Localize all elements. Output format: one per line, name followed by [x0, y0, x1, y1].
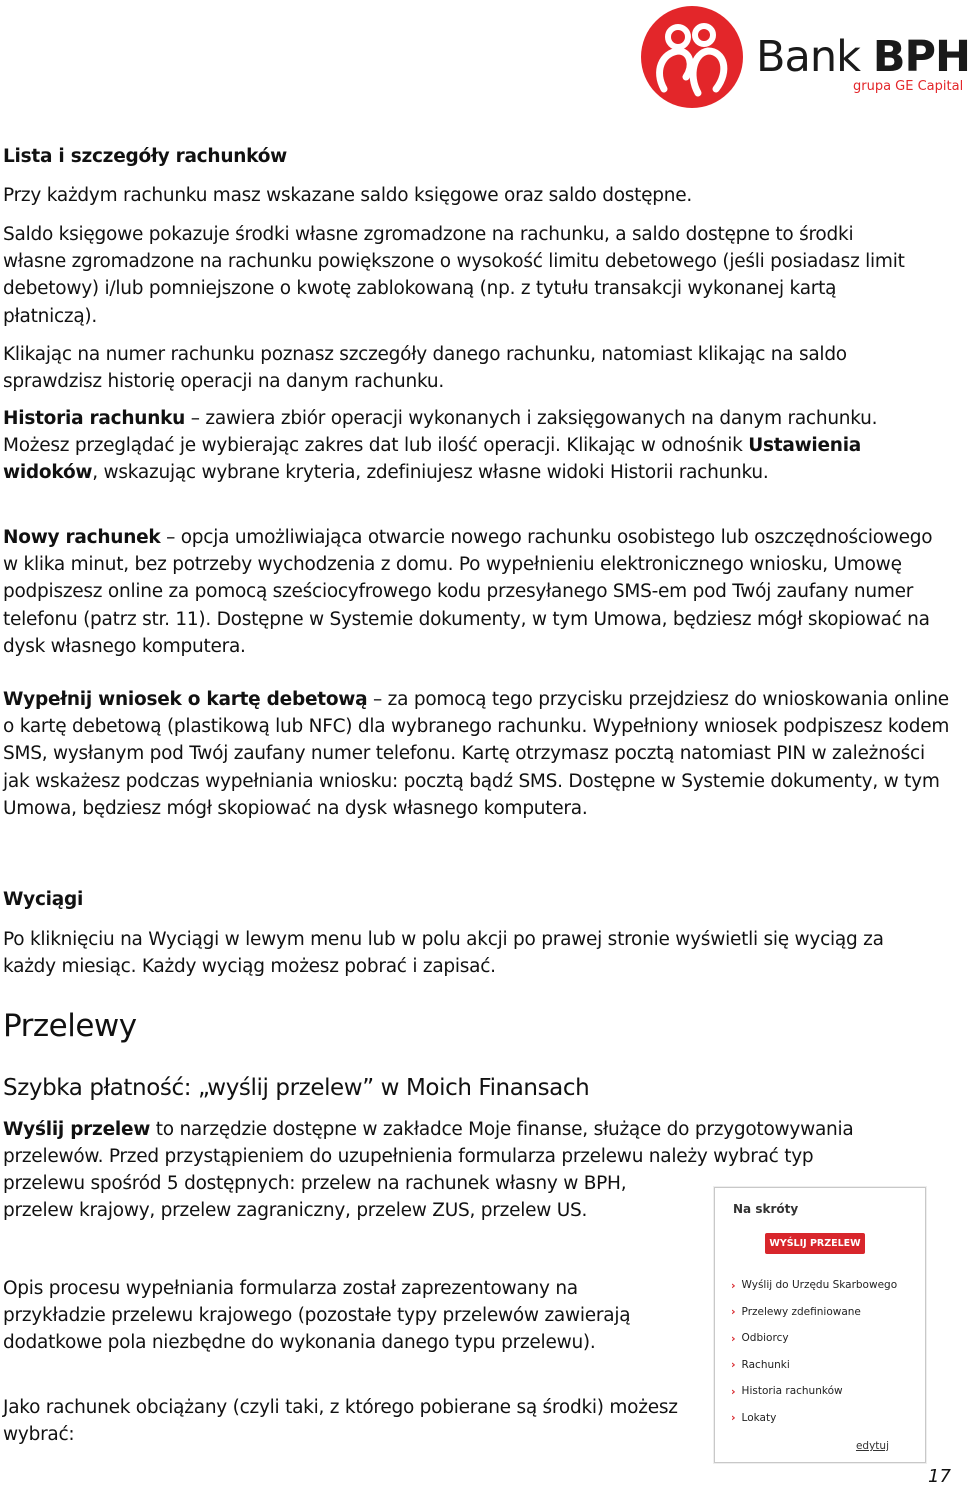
new-account-paragraph: Nowy rachunek – opcja umożliwiająca otwarcie nowego rachunku osobistego lub oszczędnościowego w klika minut, bez potrzeby wychodzenia z domu. Po wypełnieniu elektronicznego wniosku, Umowę podpiszesz online za pomocą sześciocyfrowego kodu przesyłanego SMS-em pod Twój zaufany numer telefonu (patrz str. 11). Dostępne w Systemie dokumenty, w tym Umowa, będziesz mógł skopiować na dysk własnego komputera.: [3, 527, 933, 657]
shortcuts-list: [731, 1272, 897, 1431]
history-paragraph: Historia rachunku – zawiera zbiór operacji wykonanych i zaksięgowanych na danym rachunku. Możesz przeglądać je wybierając zakres dat lub ilość operacji. Klikając w odnośnik Ustawienia widoków, wskazując wybrane kryteria, zdefiniujesz własne widoki Historii rachunku.: [3, 408, 878, 484]
bank-logo-wordmark: Bank BPH: [756, 32, 970, 82]
history-label: Historia rachunku: [3, 408, 186, 429]
chevron-right-icon: ›: [731, 1358, 736, 1372]
account-click-paragraph: Klikając na numer rachunku poznasz szczegóły danego rachunku, natomiast klikając na saldo sprawdzisz historię operacji na danym rachunku.: [3, 344, 847, 393]
send-transfer-label: Wyślij przelew: [3, 1119, 151, 1140]
views-settings-label: Ustawienia widoków: [3, 435, 862, 484]
quick-payment-heading: Szybka płatność: „wyślij przelew” w Moich Finansach: [3, 1075, 590, 1101]
process-description-paragraph: Opis procesu wypełniania formularza został zaprezentowany na przykładzie przelewu krajowego (pozostałe typy przelewów zawierają dodatkowe pola niezbędne do wykonania danego typu przelewu).: [3, 1278, 631, 1354]
chevron-right-icon: ›: [731, 1278, 736, 1292]
send-transfer-paragraph: Wyślij przelew to narzędzie dostępne w zakładce Moje finanse, służące do przygotowywania przelewów. Przed przystąpieniem do uzupełnienia formularza przelewu należy wybrać typ: [3, 1119, 854, 1168]
transfers-heading: Przelewy: [3, 1008, 137, 1044]
chevron-right-icon: ›: [731, 1331, 736, 1345]
bank-logo: [640, 5, 970, 109]
page-number: 17: [928, 1466, 951, 1487]
balance-explanation-paragraph: Saldo księgowe pokazuje środki własne zgromadzone na rachunku, a saldo dostępne to środki własne zgromadzone na rachunku powiększone o wysokość limitu debetowego (jeśli posiadasz limit debetowy) i/lub pomniejszone o kwotę zablokowaną (np. z tytułu transakcji wykonanej kartą płatniczą).: [3, 224, 905, 327]
debit-card-paragraph: Wypełnij wniosek o kartę debetową – za pomocą tego przycisku przejdziesz do wnioskowania online o kartę debetową (plastikową lub NFC) dla wybranego rachunku. Wypełniony wniosek podpiszesz kodem SMS, wysłanym pod Twój zaufany numer telefonu. Kartę otrzymasz pocztą natomiast PIN w zależności jak wskażesz podczas wypełniania wniosku: pocztą bądź SMS. Dostępne w Systemie dokumenty, w tym Umowa, będziesz mógł skopiować na dysk własnego komputera.: [3, 689, 950, 819]
shortcuts-panel: [714, 1187, 926, 1463]
transfer-types-paragraph: przelewu spośród 5 dostępnych: przelew na rachunek własny w BPH, przelew krajowy, przelew zagraniczny, przelew ZUS, przelew US.: [3, 1173, 627, 1222]
shortcut-item-tax-office[interactable]: › Wyślij do Urzędu Skarbowego: [731, 1278, 898, 1292]
shortcuts-title: Na skróty: [733, 1202, 799, 1216]
shortcut-item-recipients[interactable]: › Odbiorcy: [731, 1331, 789, 1345]
chevron-right-icon: ›: [731, 1384, 736, 1398]
accounts-heading: Lista i szczegóły rachunków: [3, 146, 288, 167]
new-account-label: Nowy rachunek: [3, 527, 161, 548]
bank-logo-tagline: grupa GE Capital: [853, 79, 964, 94]
shortcut-item-defined-transfers[interactable]: › Przelewy zdefiniowane: [731, 1305, 861, 1319]
balance-intro-paragraph: Przy każdym rachunku masz wskazane saldo księgowe oraz saldo dostępne.: [3, 185, 693, 206]
edit-shortcuts-link[interactable]: edytuj: [855, 1440, 889, 1452]
debit-account-paragraph: Jako rachunek obciążany (czyli taki, z którego pobierane są środki) możesz wybrać:: [3, 1397, 678, 1446]
send-transfer-button[interactable]: WYŚLIJ PRZELEW: [765, 1233, 865, 1254]
debit-card-label: Wypełnij wniosek o kartę debetową: [3, 689, 368, 710]
bank-logo-mark: [640, 5, 748, 109]
shortcut-item-accounts[interactable]: › Rachunki: [731, 1358, 790, 1372]
statements-paragraph: Po kliknięciu na Wyciągi w lewym menu lub w polu akcji po prawej stronie wyświetli się wyciąg za każdy miesiąc. Każdy wyciąg możesz pobrać i zapisać.: [3, 929, 884, 978]
chevron-right-icon: ›: [731, 1411, 736, 1425]
statements-heading: Wyciągi: [3, 889, 84, 910]
chevron-right-icon: ›: [731, 1305, 736, 1319]
shortcut-item-deposits[interactable]: › Lokaty: [731, 1411, 777, 1425]
shortcut-item-account-history[interactable]: › Historia rachunków: [731, 1384, 843, 1398]
